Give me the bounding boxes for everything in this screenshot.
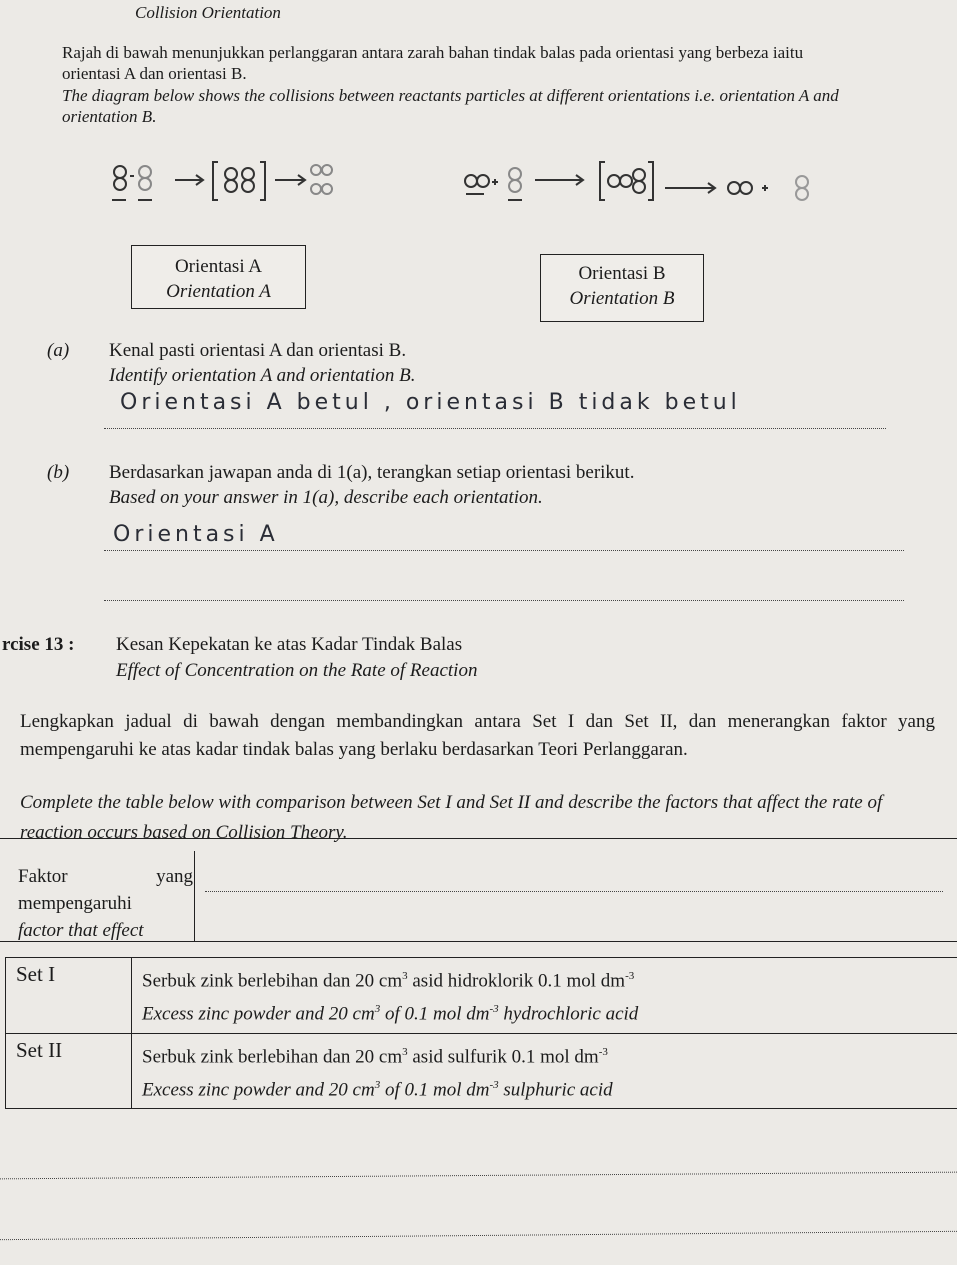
collision-diagram — [90, 152, 830, 227]
answer-line — [104, 428, 886, 429]
exercise-title-english: Effect of Concentration on the Rate of Reaction — [116, 660, 478, 681]
instruction-malay: Lengkapkan jadual di bawah dengan membandingkan antara Set I dan Set II, dan menerangkan faktor yang mempengaruhi ke atas kadar tindak balas yang berlaku berdasarkan Teori Perlanggaran. — [20, 711, 935, 760]
set-1-english-mid: of 0.1 mol dm — [380, 1003, 490, 1025]
superscript: 3 — [402, 970, 408, 982]
set-1-english-post: hydrochloric acid — [498, 1003, 639, 1025]
set-1-english-pre: Excess zinc powder and 20 cm — [142, 1003, 375, 1025]
table-row — [6, 958, 957, 1034]
set-2-malay-mid: asid sulfurik 0.1 mol dm — [407, 1045, 599, 1067]
factor-english: factor that effect — [18, 920, 144, 941]
factor-box — [0, 838, 957, 942]
exercise-title-malay: Kesan Kepekatan ke atas Kadar Tindak Balas — [116, 634, 463, 655]
question-b-label: (b) — [47, 462, 70, 483]
set-name: Set I — [6, 958, 132, 1034]
set-2-english-mid: of 0.1 mol dm — [380, 1079, 490, 1101]
set-name: Set II — [6, 1033, 132, 1109]
superscript: 3 — [374, 1078, 381, 1091]
table-row — [6, 1033, 957, 1109]
instruction-english: Complete the table below with comparison between Set I and Set II and describe the factors that affect the rate of reaction occurs based on Collision Theory. — [20, 792, 883, 843]
question-a-malay: Kenal pasti orientasi A dan orientasi B. — [109, 340, 407, 361]
answer-line — [104, 550, 904, 551]
answer-line — [104, 600, 904, 601]
set-2-malay-pre: Serbuk zink berlebihan dan 20 cm — [142, 1045, 403, 1067]
question-a-label: (a) — [47, 340, 70, 361]
set-description — [132, 958, 957, 1034]
question-a-english: Identify orientation A and orientation B. — [109, 365, 416, 386]
orientation-b-malay: Orientasi B — [578, 263, 666, 284]
factor-word-2: yang — [156, 866, 193, 887]
molecule-a1 — [114, 166, 126, 190]
intro-english: The diagram below shows the collisions between reactants particles at different orientations i.e. orientation A and orientation B. — [62, 86, 839, 126]
superscript: -3 — [489, 1078, 499, 1091]
question-b-malay: Berdasarkan jawapan anda di 1(a), terangkan setiap orientasi berikut. — [109, 462, 635, 483]
superscript: 3 — [374, 1003, 381, 1016]
question-a-answer[interactable]: Orientasi A betul , orientasi B tidak betul — [120, 390, 741, 415]
set-2-english-pre: Excess zinc powder and 20 cm — [142, 1079, 375, 1101]
superscript: -3 — [598, 1045, 608, 1058]
superscript: -3 — [625, 970, 635, 982]
factor-label — [18, 863, 193, 944]
question-b-english: Based on your answer in 1(a), describe each orientation. — [109, 487, 543, 508]
answer-line[interactable] — [0, 1231, 957, 1240]
set-1-malay-pre: Serbuk zink berlebihan dan 20 cm — [142, 970, 403, 992]
set-2-english-post: sulphuric acid — [498, 1079, 613, 1101]
factor-word-1: Faktor — [18, 866, 68, 887]
sets-table — [5, 957, 957, 1109]
orientation-a-english: Orientation A — [166, 281, 271, 302]
set-1-malay-mid: asid hidroklorik 0.1 mol dm — [407, 970, 626, 992]
factor-answer-line[interactable] — [205, 891, 943, 892]
set-description — [132, 1033, 957, 1109]
section-title: Collision Orientation — [135, 3, 281, 22]
orientation-b-box — [540, 254, 704, 322]
orientation-a-box — [131, 245, 306, 309]
superscript: 3 — [402, 1045, 408, 1058]
question-b-answer[interactable]: Orientasi A — [113, 522, 279, 547]
factor-word-3: mempengaruhi — [18, 893, 132, 914]
intro-malay: Rajah di bawah menunjukkan perlanggaran antara zarah bahan tindak balas pada orientasi yang berbeza iaitu orientasi A dan orientasi B. — [62, 43, 804, 83]
exercise-label: rcise 13 : — [2, 634, 75, 655]
factor-divider — [194, 851, 195, 941]
molecule-a2 — [139, 166, 151, 190]
superscript: -3 — [489, 1003, 499, 1016]
orientation-a-malay: Orientasi A — [174, 256, 263, 277]
orientation-b-english: Orientation B — [569, 288, 675, 309]
answer-line[interactable] — [0, 1172, 957, 1180]
